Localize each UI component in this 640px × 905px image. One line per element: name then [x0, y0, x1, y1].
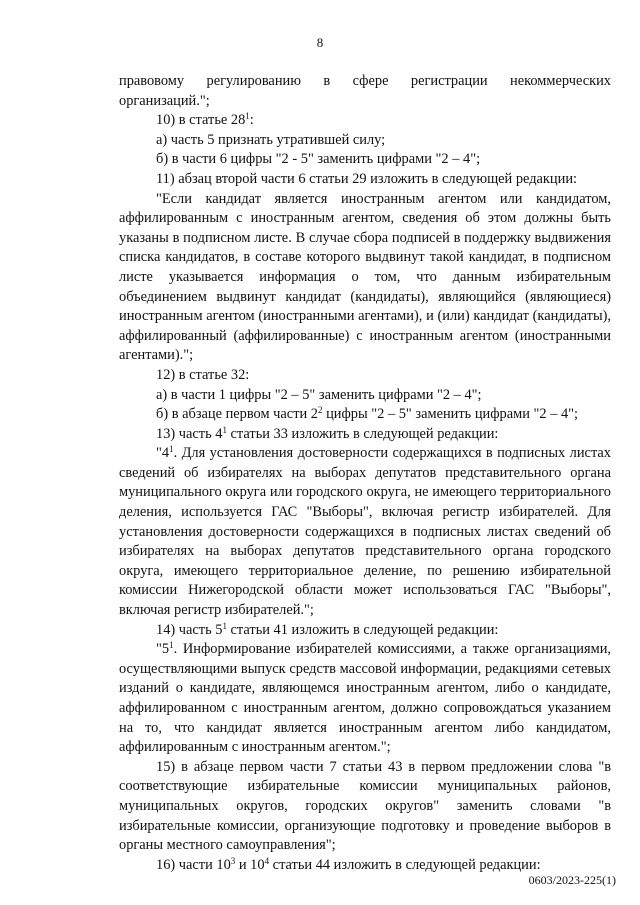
paragraph-item-16: 16) части $10^3$ и $10^4$ статьи 44 изложить в следующей редакции:: [156, 855, 541, 873]
superscript: 1: [222, 424, 227, 435]
superscript: 4: [264, 855, 270, 866]
superscript: 1: [245, 111, 250, 122]
paragraph-item-10b: б) в части 6 цифры "2 - 5" заменить цифрами "2 – 4";: [156, 151, 481, 168]
document-body: [119, 72, 611, 875]
paragraph-continuation: правовому регулированию в сфере регистрации некоммерческих организаций.";: [119, 73, 611, 109]
paragraph-item-14: 14) часть $5^1$ статьи 41 изложить в следующей редакции:: [156, 620, 499, 638]
paragraph-quote-art33: "$4^1$. Для установления достоверности содержащихся в подписных листах сведений об избирателях на выборах депутатов представительного органа муниципального округа или городского округа, не имеющего территориального деления, используется ГАС "Выборы", включая регистр избирателей. Для установления достоверности содержащихся в подписных листах сведений об избирателях на выборах депутатов представительного органа городского округа, имеющего территориальное деление, по решению избирательной комиссии Нижегородской области может использоваться ГАС "Выборы", включая регистр избирателей.";: [119, 444, 611, 619]
document-code: 0603/2023-225(1): [528, 873, 616, 887]
superscript: 1: [169, 444, 174, 455]
paragraph-item-12: 12) в статье 32:: [156, 366, 250, 383]
paragraph-item-12a: а) в части 1 цифры "2 – 5" заменить цифрами "2 – 4";: [156, 386, 482, 403]
paragraph-item-11: 11) абзац второй части 6 статьи 29 изложить в следующей редакции:: [156, 170, 578, 187]
paragraph-item-10: 10) в статье $28^1$:: [156, 111, 254, 129]
paragraph-item-12b: б) в абзаце первом части $2^2$ цифры "2 – 5" заменить цифрами "2 – 4";: [156, 405, 579, 423]
paragraph-quote-art29: "Если кандидат является иностранным агентом или кандидатом, аффилированным с иностранным агентом, сведения об этом должны быть указаны в подписном листе. В случае сбора подписей в поддержку выдвижения списка кандидатов, в составе которого выдвинут такой кандидат, в подписном листе указывается информация о том, что данным избирательным объединением выдвинут кандидат (кандидаты), являющийся (являющиеся) иностранным агентом (иностранными агентами), и (или) кандидат (кандидаты), аффилированный (аффилированные) с иностранным агентом (иностранными агентами).";: [119, 190, 611, 364]
superscript: 2: [317, 405, 323, 416]
superscript: 3: [230, 855, 236, 866]
paragraph-item-13: 13) часть $4^1$ статьи 33 изложить в следующей редакции:: [156, 424, 499, 442]
paragraph-item-15: 15) в абзаце первом части 7 статьи 43 в первом предложении слова "в соответствующие избирательные комиссии муниципальных районов, муниципальных округов, городских округов" заменить словами "в избирательные комиссии, организующие подготовку и проведение выборов в органы местного самоуправления";: [119, 758, 611, 854]
superscript: 1: [222, 620, 227, 631]
superscript: 1: [169, 640, 174, 651]
paragraph-item-10a: а) часть 5 признать утратившей силу;: [156, 131, 386, 148]
paragraph-quote-art41: "$5^1$. Информирование избирателей комиссиями, а также организациями, осуществляющими выпуск средств массовой информации, редакциями сетевых изданий о кандидате, являющемся иностранным агентом, либо о кандидате, аффилированном с иностранным агентом, должно сопровождаться указанием на то, что кандидат является иностранным агентом либо кандидатом, аффилированным с иностранным агентом.";: [119, 640, 611, 756]
page-number: 8: [316, 35, 324, 50]
